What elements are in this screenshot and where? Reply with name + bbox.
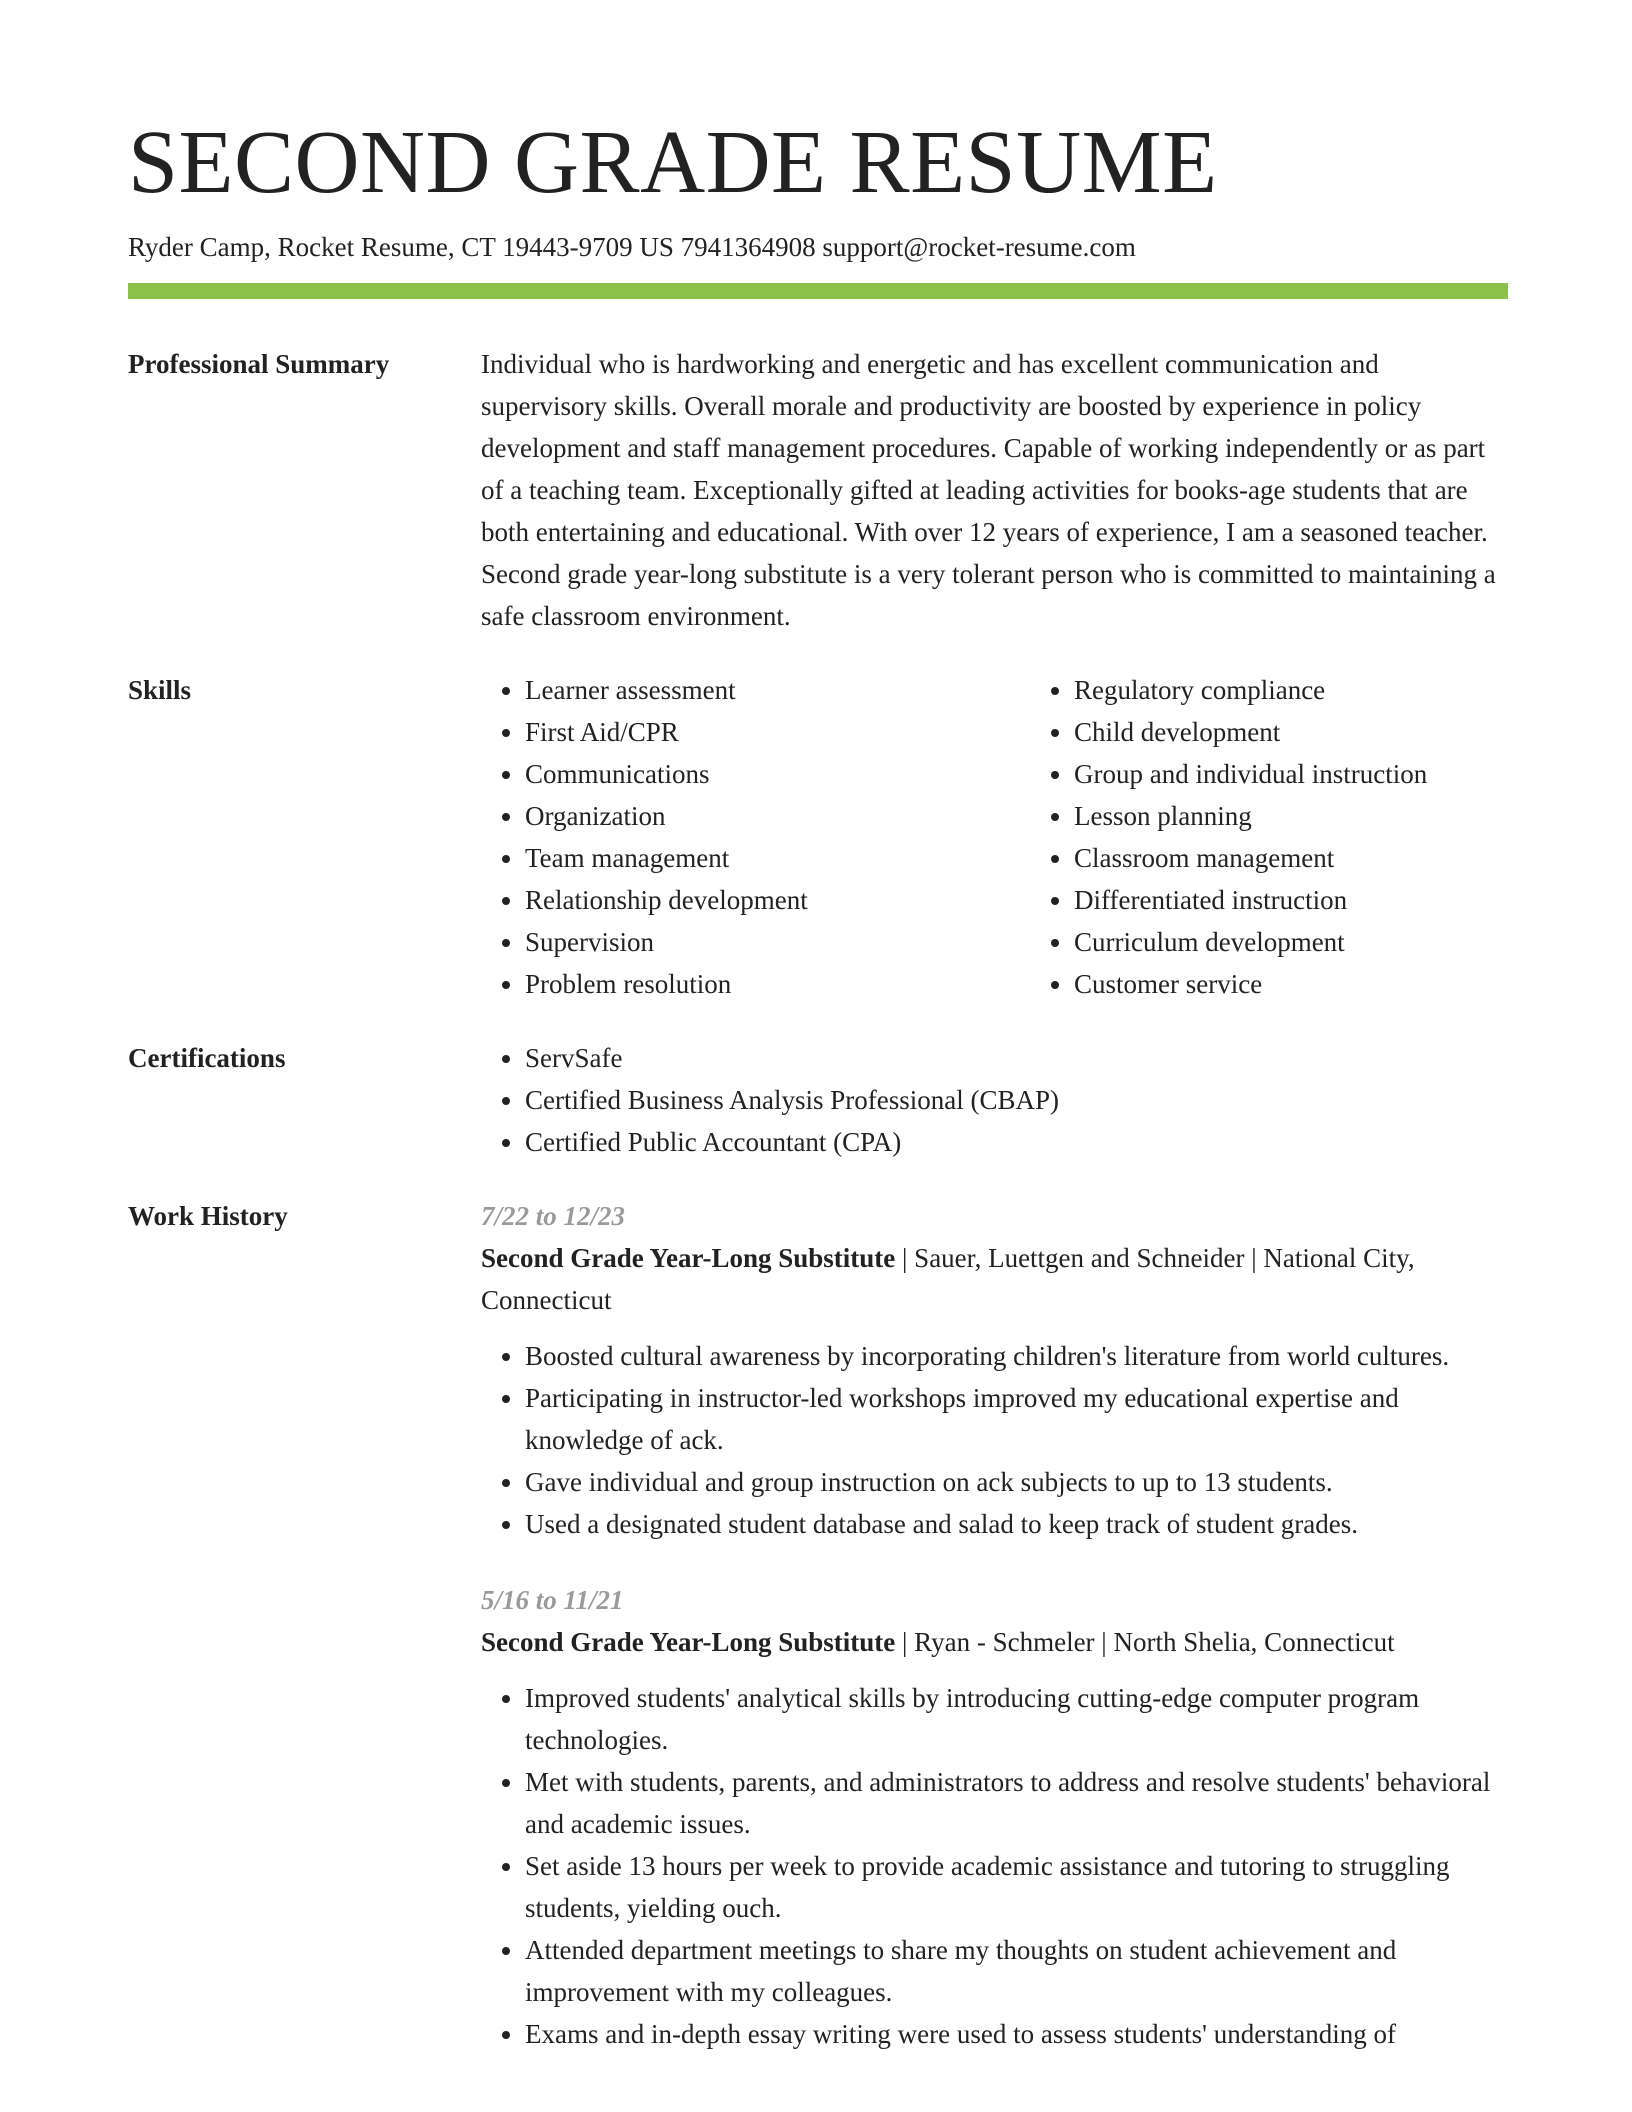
section-label-work-history: Work History: [128, 1201, 288, 1232]
skill-item: • Relationship development: [525, 879, 1030, 921]
job-employer: | Ryan - Schmeler | North Shelia, Connecticut: [895, 1627, 1395, 1658]
certification-item: • Certified Business Analysis Professional (CBAP): [525, 1079, 1508, 1121]
skill-item: • Team management: [525, 837, 1030, 879]
header-divider: [128, 283, 1508, 299]
resume-title: SECOND GRADE RESUME: [128, 113, 1218, 212]
skill-item: • Learner assessment: [525, 669, 1030, 711]
job-entry: [481, 1579, 1508, 2055]
job-heading: [481, 1621, 1508, 1663]
skill-item: • Problem resolution: [525, 963, 1030, 1005]
resume-page: [128, 113, 1508, 2089]
certifications-body: [481, 1037, 1508, 1163]
section-label-skills: Skills: [128, 675, 192, 706]
job-bullet: • Participating in instructor-led workshops improved my educational expertise and knowledge of ack.: [525, 1377, 1508, 1461]
skill-item: • Customer service: [1074, 963, 1427, 1005]
skills-body: [481, 669, 1508, 1005]
skills-list-right: [1030, 669, 1427, 1005]
job-employer: | Sauer, Luettgen and Schneider | National City, Connecticut: [481, 1243, 1415, 1316]
job-bullet: • Boosted cultural awareness by incorporating children's literature from world cultures.: [525, 1335, 1508, 1377]
job-heading: [481, 1237, 1508, 1321]
job-bullets: [481, 1335, 1508, 1545]
job-bullet: • Set aside 13 hours per week to provide academic assistance and tutoring to struggling students, yielding ouch.: [525, 1845, 1508, 1929]
skill-item: • Communications: [525, 753, 1030, 795]
section-certifications: [128, 1037, 1508, 1163]
summary-body: [481, 343, 1508, 637]
job-bullet: • Exams and in-depth essay writing were used to assess students' understanding of: [525, 2013, 1508, 2055]
job-dates: 7/22 to 12/23: [481, 1201, 626, 1232]
summary-text: Individual who is hardworking and energetic and has excellent communication and supervisory skills. Overall morale and productivity are boosted by experience in policy development and staff management procedures. Capable of working independently or as part of a teaching team. Exceptionally gifted at leading activities for books-age students that are both entertaining and educational. With over 12 years of experience, I am a seasoned teacher. Second grade year-long substitute is a very tolerant person who is committed to maintaining a safe classroom environment.: [481, 349, 1496, 632]
certification-item: • ServSafe: [525, 1037, 1508, 1079]
certification-item: • Certified Public Accountant (CPA): [525, 1121, 1508, 1163]
certifications-list: [481, 1037, 1508, 1163]
job-dates: 5/16 to 11/21: [481, 1585, 624, 1616]
job-title: Second Grade Year-Long Substitute: [481, 1243, 896, 1274]
skill-item: • Child development: [1074, 711, 1427, 753]
job-title: Second Grade Year-Long Substitute: [481, 1627, 896, 1658]
work-history-body: [481, 1195, 1508, 2089]
skill-item: • Group and individual instruction: [1074, 753, 1427, 795]
section-work-history: [128, 1195, 1508, 2089]
section-label-certifications: Certifications: [128, 1043, 286, 1074]
job-entry: [481, 1195, 1508, 1545]
skill-item: • Differentiated instruction: [1074, 879, 1427, 921]
contact-line: Ryder Camp, Rocket Resume, CT 19443-9709 US 7941364908 support@rocket-resume.com: [128, 232, 1136, 262]
skill-item: • Organization: [525, 795, 1030, 837]
job-bullet: • Met with students, parents, and administrators to address and resolve students' behavioral and academic issues.: [525, 1761, 1508, 1845]
section-skills: [128, 669, 1508, 1005]
skill-item: • First Aid/CPR: [525, 711, 1030, 753]
skill-item: • Classroom management: [1074, 837, 1427, 879]
skill-item: • Lesson planning: [1074, 795, 1427, 837]
job-bullet: • Used a designated student database and salad to keep track of student grades.: [525, 1503, 1508, 1545]
skill-item: • Curriculum development: [1074, 921, 1427, 963]
section-professional-summary: [128, 343, 1508, 637]
job-bullets: [481, 1677, 1508, 2055]
job-bullet: • Gave individual and group instruction on ack subjects to up to 13 students.: [525, 1461, 1508, 1503]
section-label-summary: Professional Summary: [128, 349, 390, 380]
job-bullet: • Improved students' analytical skills by introducing cutting-edge computer program technologies.: [525, 1677, 1508, 1761]
skills-list-left: [481, 669, 1030, 1005]
skill-item: • Regulatory compliance: [1074, 669, 1427, 711]
job-bullet: • Attended department meetings to share my thoughts on student achievement and improvement with my colleagues.: [525, 1929, 1508, 2013]
skill-item: • Supervision: [525, 921, 1030, 963]
